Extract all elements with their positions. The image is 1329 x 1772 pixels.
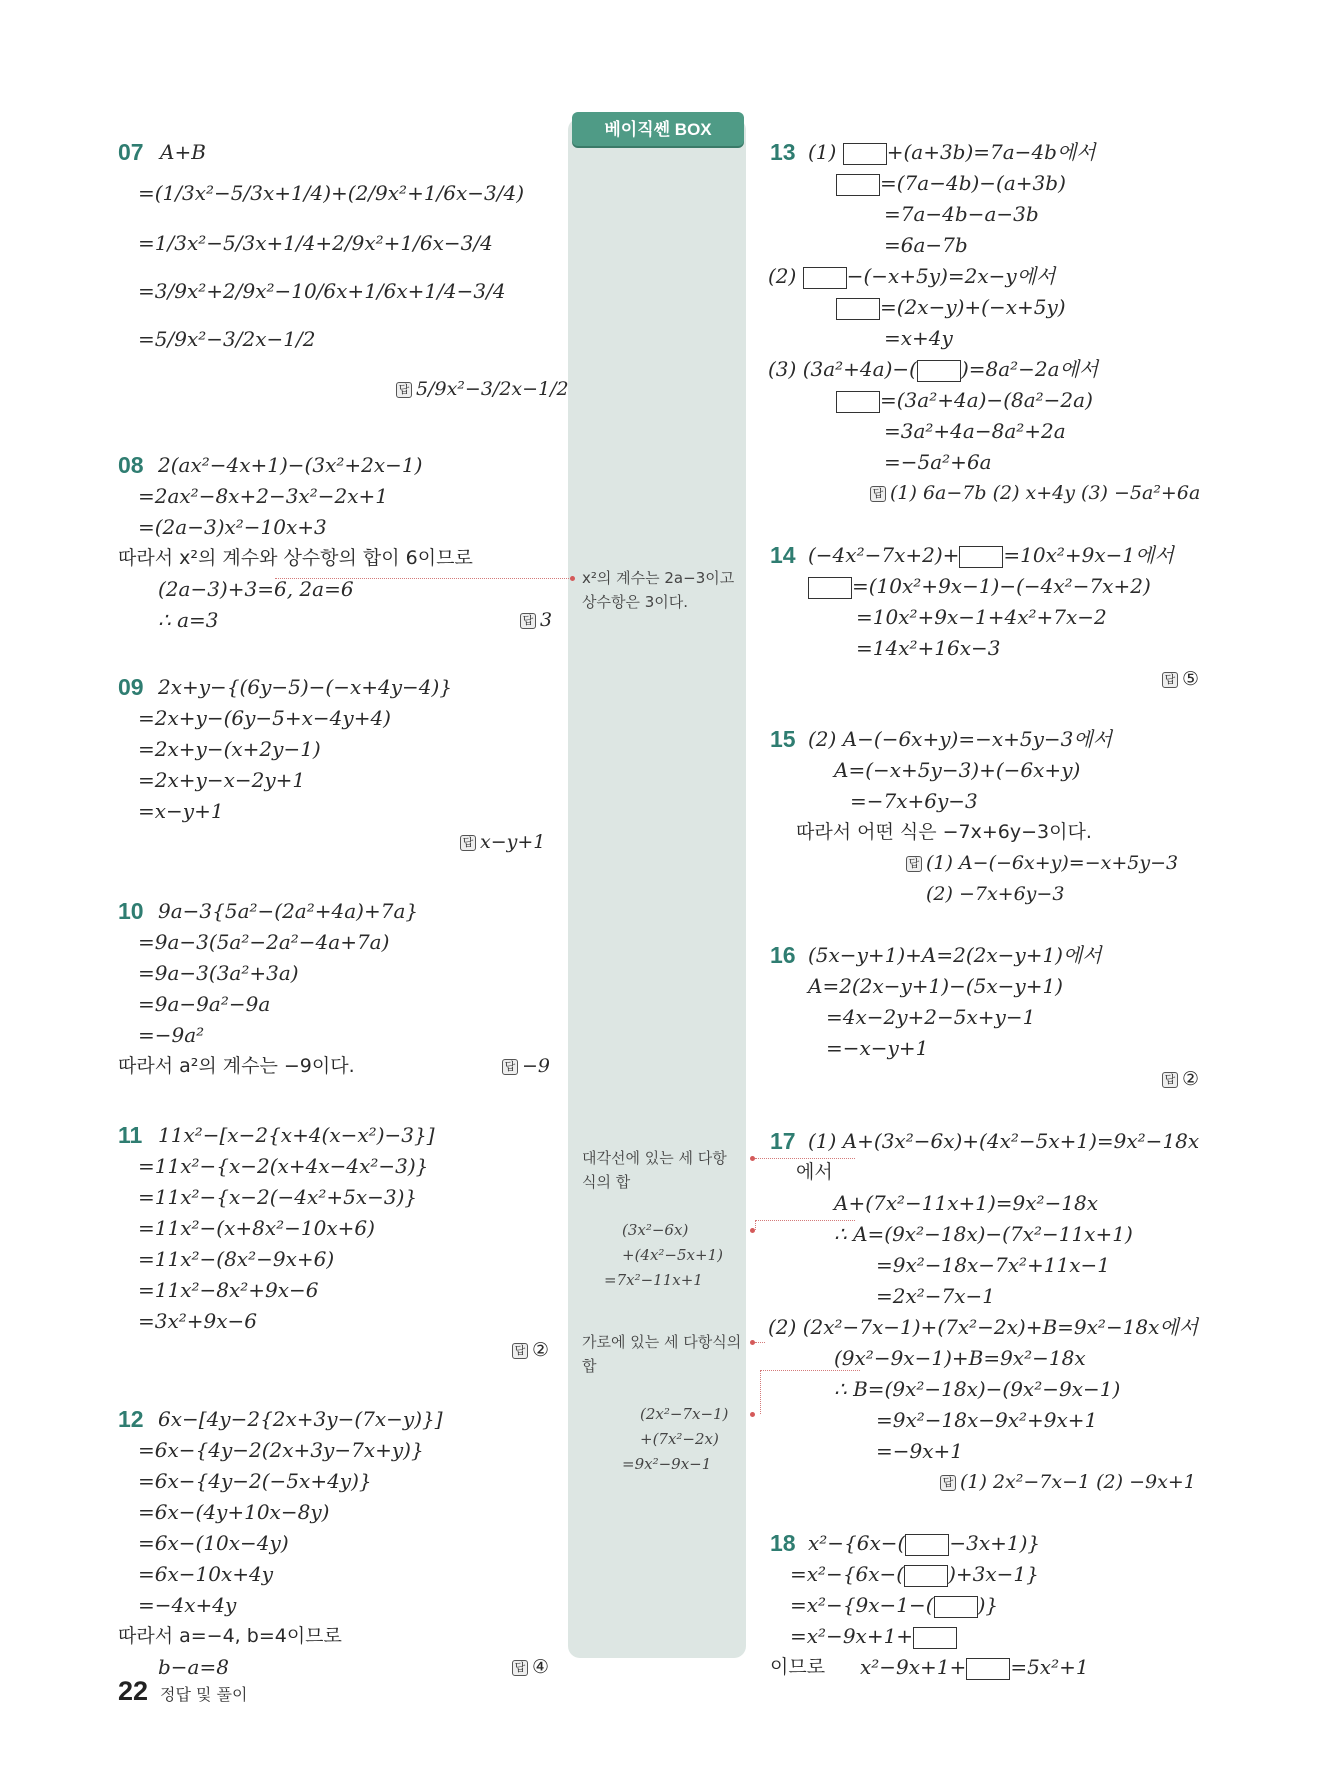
solution-line [790, 1590, 998, 1620]
solution-part: )+3x−1} [948, 1562, 1039, 1586]
problem-number: 09 [118, 674, 144, 700]
solution-line: A=2(2x−y+1)−(5x−y+1) [808, 974, 1063, 998]
solution-line: =6x−{4y−2(2x+3y−7x+y)} [138, 1438, 424, 1462]
solution-line: =3x²+9x−6 [138, 1309, 258, 1333]
solution-part: =(3a²+4a)−(8a²−2a) [880, 388, 1093, 412]
note-text: 대각선에 있는 세 다항 [582, 1149, 727, 1167]
problem-number: 17 [770, 1128, 796, 1154]
solution-line [808, 137, 1096, 167]
solution-line: 11x²−[x−2{x+4(x−x²)−3}] [158, 1123, 435, 1147]
solution-text: 따라서 a=−4, b=4이므로 [118, 1625, 342, 1647]
solution-line: =2x²−7x−1 [876, 1284, 996, 1308]
answer-icon: 답 [870, 486, 886, 502]
solution-line [836, 385, 1093, 415]
solution-text: 에서 [796, 1161, 833, 1183]
solution-line: =9a−9a²−9a [138, 992, 271, 1016]
problem-number: 13 [770, 139, 796, 165]
solution-line: =(2a−3)x²−10x+3 [138, 515, 327, 539]
solution-part: +(a+3b)=7a−4b에서 [886, 140, 1096, 164]
answer-text: 5/9x²−3/2x−1/2 [416, 378, 569, 400]
blank-box [836, 391, 880, 413]
solution-part: =(2x−y)+(−x+5y) [880, 295, 1066, 319]
problem-number: 14 [770, 542, 796, 568]
connector-line [755, 1342, 765, 1343]
solution-line: =−9x+1 [876, 1439, 964, 1463]
solution-line: A=(−x+5y−3)+(−6x+y) [834, 758, 1081, 782]
answer-text: x−y+1 [480, 831, 546, 853]
solution-line: =11x²−(x+8x²−10x+6) [138, 1216, 375, 1240]
solution-text: 이므로 [770, 1656, 826, 1678]
solution-line: =6a−7b [884, 233, 968, 257]
answer [512, 1335, 549, 1365]
solution-line: =1/3x²−5/3x+1/4+2/9x²+1/6x−3/4 [138, 231, 493, 255]
connector-line [760, 1370, 761, 1414]
answer [940, 1467, 1196, 1497]
answer-icon: 답 [512, 1660, 528, 1676]
solution-line: =11x²−(8x²−9x+6) [138, 1247, 335, 1271]
answer [1162, 664, 1199, 694]
solution-part: =x²−{9x−1−( [790, 1593, 934, 1617]
solution-line: 2(ax²−4x+1)−(3x²+2x−1) [158, 453, 423, 477]
solution-line: ∴ B=(9x²−18x)−(9x²−9x−1) [834, 1377, 1121, 1401]
answer [520, 605, 552, 635]
answer [870, 478, 1200, 508]
solution-part: (−4x²−7x+2)+ [808, 543, 960, 567]
solution-line: =14x²+16x−3 [856, 636, 1001, 660]
answer [512, 1652, 549, 1682]
solution-part: =x²−9x+1+ [790, 1624, 914, 1648]
note-math: +(7x²−2x) [640, 1430, 719, 1448]
blank-box [913, 1627, 957, 1649]
blank-box [843, 143, 887, 165]
basic-box-title: 베이직쎈 BOX [604, 120, 712, 139]
part-label: (2) [768, 264, 797, 288]
solution-line [790, 1621, 957, 1651]
solution-line: =3a²+4a−8a²+2a [884, 419, 1066, 443]
solution-line: =2ax²−8x+2−3x²−2x+1 [138, 484, 388, 508]
solution-line: =−9a² [138, 1023, 205, 1047]
answer-text: 3 [540, 609, 553, 631]
answer-icon: 답 [1162, 672, 1178, 688]
blank-box [917, 360, 961, 382]
answer-text: ⑤ [1182, 668, 1200, 690]
solution-line: (2a−3)+3=6, 2a=6 [158, 577, 354, 601]
problem-number: 10 [118, 898, 144, 924]
answer-text: ② [1182, 1068, 1200, 1090]
answer-text: ② [532, 1339, 550, 1361]
solution-line: =2x+y−(6y−5+x−4y+4) [138, 706, 391, 730]
answer-icon: 답 [512, 1343, 528, 1359]
solution-line: (1) A+(3x²−6x)+(4x²−5x+1)=9x²−18x [808, 1129, 1200, 1153]
blank-box [966, 1658, 1010, 1680]
solution-line: (2) (2x²−7x−1)+(7x²−2x)+B=9x²−18x에서 [768, 1315, 1199, 1339]
solution-line: =2x+y−(x+2y−1) [138, 737, 321, 761]
answer-icon: 답 [1162, 1072, 1178, 1088]
solution-text: 따라서 어떤 식은 −7x+6y−3이다. [796, 821, 1092, 843]
blank-box [934, 1596, 978, 1618]
solution-line: 2x+y−{(6y−5)−(−x+4y−4)} [158, 675, 453, 699]
solution-line [808, 571, 1151, 601]
solution-line: =6x−{4y−2(−5x+4y)} [138, 1469, 372, 1493]
solution-part: −3x+1)} [949, 1531, 1041, 1555]
solution-part: −(−x+5y)=2x−y에서 [846, 264, 1056, 288]
problem-number: 08 [118, 452, 144, 478]
note-text: 합 [582, 1357, 597, 1375]
solution-line: ∴ A=(9x²−18x)−(7x²−11x+1) [834, 1222, 1133, 1246]
solution-part: x²−9x+1+ [860, 1655, 967, 1679]
blank-box [904, 1565, 948, 1587]
blank-box [905, 1534, 949, 1556]
solution-line [808, 540, 1174, 570]
answer-text: (2) −7x+6y−3 [926, 883, 1065, 905]
solution-line: (9x²−9x−1)+B=9x²−18x [834, 1346, 1086, 1370]
connector-dot [570, 576, 575, 581]
solution-part: )=8a²−2a에서 [960, 357, 1099, 381]
solution-line: =2x+y−x−2y+1 [138, 768, 306, 792]
solution-line: A+(7x²−11x+1)=9x²−18x [834, 1191, 1099, 1215]
problem-number: 18 [770, 1530, 796, 1556]
solution-part: =(10x²+9x−1)−(−4x²−7x+2) [852, 574, 1151, 598]
solution-line: =−x−y+1 [826, 1036, 929, 1060]
answer-icon: 답 [502, 1059, 518, 1075]
note-math: =9x²−9x−1 [622, 1455, 712, 1473]
answer-text: (1) A−(−6x+y)=−x+5y−3 [926, 852, 1179, 874]
solution-part: =5x²+1 [1010, 1655, 1089, 1679]
note-math: +(4x²−5x+1) [622, 1246, 723, 1264]
connector-line [275, 578, 573, 579]
answer [502, 1051, 550, 1081]
solution-line [768, 261, 1055, 291]
answer [460, 827, 545, 857]
answer [396, 374, 569, 404]
part-label: (1) [808, 140, 837, 164]
solution-line [808, 1528, 1040, 1558]
blank-box [836, 174, 880, 196]
note-math: =7x²−11x+1 [604, 1271, 703, 1289]
answer-icon: 답 [906, 856, 922, 872]
solution-line: =x−y+1 [138, 799, 224, 823]
blank-box [803, 267, 847, 289]
note-text: 식의 합 [582, 1173, 631, 1191]
solution-part: (3) (3a²+4a)−( [768, 357, 917, 381]
solution-line: ∴ a=3 [158, 608, 219, 632]
page-section-label: 정답 및 풀이 [160, 1685, 248, 1704]
problem-number: 07 [118, 139, 144, 165]
solution-line: =4x−2y+2−5x+y−1 [826, 1005, 1036, 1029]
solution-text: 따라서 x²의 계수와 상수항의 합이 6이므로 [118, 547, 473, 569]
solution-part: =(7a−4b)−(a+3b) [880, 171, 1066, 195]
problem-number: 11 [118, 1122, 143, 1148]
answer [906, 848, 1178, 878]
solution-line: =(1/3x²−5/3x+1/4)+(2/9x²+1/6x−3/4) [138, 181, 525, 205]
solution-line: =5/9x²−3/2x−1/2 [138, 327, 316, 351]
answer-text: −9 [522, 1055, 551, 1077]
answer-icon: 답 [460, 835, 476, 851]
solution-line [860, 1652, 1089, 1682]
solution-line: =6x−10x+4y [138, 1562, 274, 1586]
solution-line: b−a=8 [158, 1655, 229, 1679]
solution-line: =−5a²+6a [884, 450, 992, 474]
problem-number: 12 [118, 1406, 144, 1432]
answer-text: (1) 2x²−7x−1 (2) −9x+1 [960, 1471, 1196, 1493]
solution-line: =3/9x²+2/9x²−10/6x+1/6x+1/4−3/4 [138, 279, 506, 303]
note-text: 상수항은 3이다. [582, 593, 689, 611]
solution-line: =9a−3(3a²+3a) [138, 961, 299, 985]
solution-line: =11x²−{x−2(−4x²+5x−3)} [138, 1185, 418, 1209]
solution-line: (2) A−(−6x+y)=−x+5y−3에서 [808, 727, 1113, 751]
solution-part: =x²−{6x−( [790, 1562, 905, 1586]
solution-line: (5x−y+1)+A=2(2x−y+1)에서 [808, 943, 1102, 967]
solution-line: =x+4y [884, 326, 953, 350]
solution-part: )} [977, 1593, 999, 1617]
note-math: (2x²−7x−1) [640, 1405, 729, 1423]
note-text: 가로에 있는 세 다항식의 [582, 1333, 742, 1351]
problem-number: 16 [770, 942, 796, 968]
solution-line: =11x²−{x−2(x+4x−4x²−3)} [138, 1154, 429, 1178]
blank-box [959, 546, 1003, 568]
solution-line: =7a−4b−a−3b [884, 202, 1039, 226]
solution-line: A+B [160, 140, 206, 164]
blank-box [808, 577, 852, 599]
solution-line: =9x²−18x−9x²+9x+1 [876, 1408, 1098, 1432]
connector-dot [750, 1412, 755, 1417]
solution-line: =11x²−8x²+9x−6 [138, 1278, 319, 1302]
answer-icon: 답 [940, 1475, 956, 1491]
solution-line: =6x−(4y+10x−8y) [138, 1500, 330, 1524]
solution-line [768, 354, 1098, 384]
solution-line [836, 168, 1066, 198]
solution-part: =10x²+9x−1에서 [1003, 543, 1174, 567]
answer [1162, 1064, 1199, 1094]
solution-line: 9a−3{5a²−(2a²+4a)+7a} [158, 899, 419, 923]
solution-line [790, 1559, 1039, 1589]
answer-text: ④ [532, 1656, 550, 1678]
solution-line: =9a−3(5a²−2a²−4a+7a) [138, 930, 390, 954]
solution-line: =−7x+6y−3 [850, 789, 978, 813]
connector-line [755, 1220, 756, 1230]
solution-text: 따라서 a²의 계수는 −9이다. [118, 1055, 355, 1077]
solution-line: =9x²−18x−7x²+11x−1 [876, 1253, 1111, 1277]
note-text: x²의 계수는 2a−3이고 [582, 569, 735, 587]
solution-line: =−4x+4y [138, 1593, 237, 1617]
blank-box [836, 298, 880, 320]
answer-text: (1) 6a−7b (2) x+4y (3) −5a²+6a [890, 482, 1201, 504]
solution-part: x²−{6x−( [808, 1531, 906, 1555]
solution-line: 6x−[4y−2{2x+3y−(7x−y)}] [158, 1407, 443, 1431]
problem-number: 15 [770, 726, 796, 752]
page-number: 22 [118, 1676, 149, 1706]
answer-icon: 답 [520, 613, 536, 629]
answer-icon: 답 [396, 382, 412, 398]
solution-line [836, 292, 1066, 322]
solution-line: =6x−(10x−4y) [138, 1531, 289, 1555]
note-math: (3x²−6x) [622, 1221, 689, 1239]
solution-line: =10x²+9x−1+4x²+7x−2 [856, 605, 1107, 629]
